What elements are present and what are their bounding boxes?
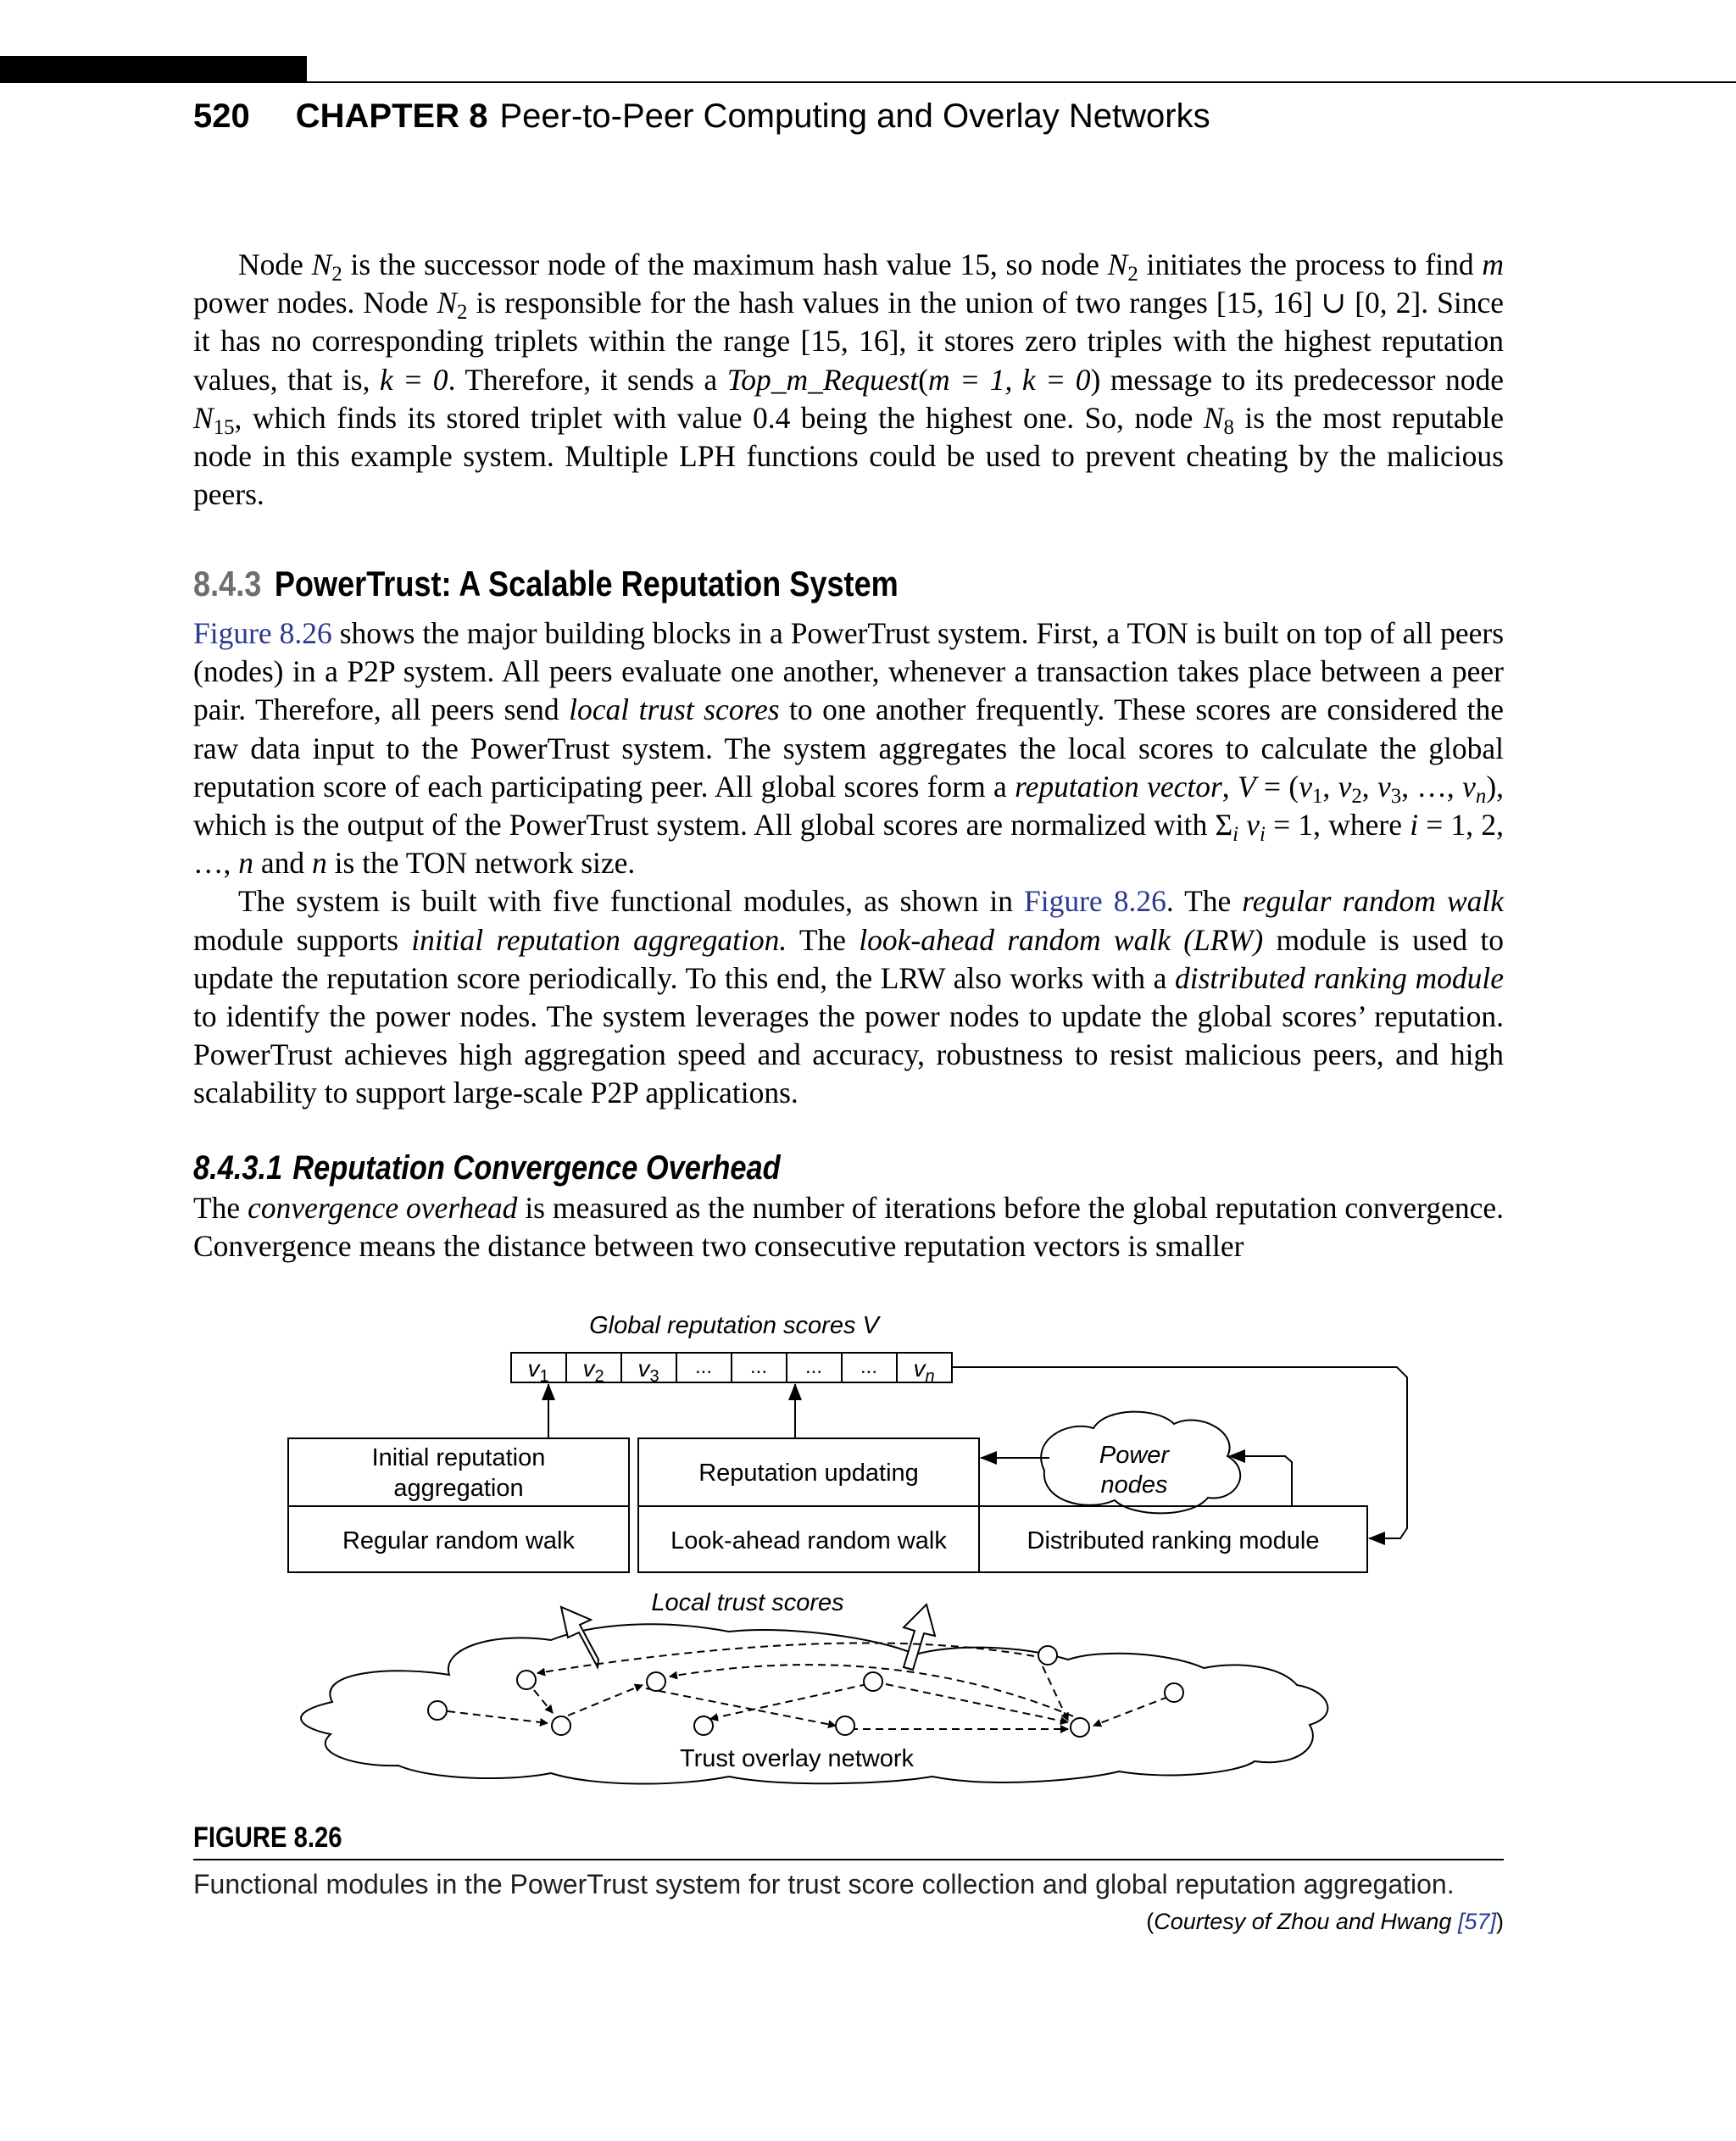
header-black-bar: [0, 56, 307, 83]
paragraph: Figure 8.26 shows the major building blocks in a PowerTrust system. First, a TON is built on top of all peers (nodes) in a P2P system. All peers evaluate one another, whenever a transaction takes place between a peer pair. Therefore, all peers send local trust scores to one another frequently. These scores are considered the raw data input to the PowerTrust system. The system aggregates the local scores to calculate the global reputation score of each participating peer. All global scores form a reputation vector, $V = (v_1$, $v_2$, $v_3$, …, $v_n$), which is the output of the PowerTrust system. All global scores are normalized with $\Sigma_i$ $v_i = 1$, where i = 1, 2, …, n and n is the TON network size.: [193, 616, 1505, 881]
peer-node: [836, 1716, 854, 1735]
header-rule: [307, 81, 1736, 83]
section-title: PowerTrust: A Scalable Reputation System: [274, 564, 899, 603]
subsection-title: Reputation Convergence Overhead: [292, 1149, 781, 1187]
vector-cell-v1: $v_1$: [527, 1355, 549, 1386]
paragraph: The convergence overhead is measured as the number of iterations before the global reputation convergence. Convergence means the distance between two consecutive reputation vectors is smaller: [193, 1191, 1504, 1264]
vector-cell-vn: $v_n$: [913, 1355, 935, 1386]
vector-cell-ellipsis: ...: [694, 1355, 713, 1378]
section-number: 8.4.3: [193, 564, 262, 603]
vector-cell-v3: $v_3$: [637, 1355, 659, 1386]
reputation-updating-label: Reputation updating: [698, 1460, 919, 1487]
arrow-ranking-to-power: [1229, 1456, 1292, 1506]
power-nodes-label: nodes: [1100, 1471, 1168, 1499]
peer-node: [864, 1672, 882, 1691]
peer-node: [647, 1672, 665, 1691]
figure-diagram: [0, 1288, 1736, 1814]
regular-random-walk-label: Regular random walk: [342, 1527, 576, 1554]
figure-credit: (Courtesy of Zhou and Hwang [57]): [1146, 1909, 1504, 1934]
look-ahead-random-walk-label: Look-ahead random walk: [670, 1527, 947, 1554]
section-body: [193, 614, 1504, 1113]
chapter-title: Peer-to-Peer Computing and Overlay Networks: [499, 97, 1210, 135]
peer-node: [428, 1701, 447, 1720]
subsection-number: 8.4.3.1: [193, 1149, 283, 1187]
paragraph-top: [193, 246, 1504, 514]
reference-link[interactable]: [57]: [1457, 1909, 1496, 1934]
section-heading: [193, 561, 899, 607]
page-number: 520: [193, 97, 250, 135]
subsection-heading: [193, 1147, 781, 1189]
vector-cell-ellipsis: ...: [804, 1355, 823, 1378]
peer-node: [1038, 1646, 1057, 1665]
paragraph: The system is built with five functional modules, as shown in Figure 8.26. The regular random walk module supports initial reputation aggregation. The look-ahead random walk (LRW) module is used to update the reputation score periodically. To this end, the LRW also works with a distributed ranking module to identify the power nodes. The system leverages the power nodes to update the global scores’ reputation. PowerTrust achieves high aggregation speed and accuracy, robustness to resist malicious peers, and high scalability to support large-scale P2P applications.: [193, 884, 1505, 1110]
peer-node: [517, 1671, 536, 1689]
figure-link[interactable]: Figure 8.26: [1024, 884, 1166, 919]
subsection-body: [193, 1189, 1504, 1265]
initial-aggregation-label: aggregation: [393, 1475, 524, 1502]
peer-node: [1071, 1718, 1089, 1737]
figure-caption-rule: [193, 1859, 1504, 1860]
power-nodes-label: Power: [1099, 1442, 1170, 1469]
vector-cell-ellipsis: ...: [749, 1355, 768, 1378]
figure-caption: Functional modules in the PowerTrust system for trust score collection and global reputation aggregation.: [193, 1869, 1455, 1899]
peer-node: [1165, 1683, 1183, 1702]
figure-link[interactable]: Figure 8.26: [193, 616, 332, 650]
chapter-label: CHAPTER 8: [295, 97, 488, 135]
vector-cell-v2: $v_2$: [582, 1355, 604, 1386]
peer-node: [694, 1716, 713, 1735]
vector-cell-ellipsis: ...: [860, 1355, 878, 1378]
trust-overlay-label: Trust overlay network: [679, 1745, 915, 1772]
distributed-ranking-label: Distributed ranking module: [1027, 1527, 1320, 1554]
running-head: [193, 95, 1210, 137]
global-scores-label: Global reputation scores V: [589, 1312, 879, 1339]
paragraph: Node $N_2$ is the successor node of the maximum hash value 15, so node $N_2$ initiates the process to find m power nodes. Node $N_2$ is responsible for the hash values in the union of two ranges [15, 16] ∪ [0, 2]. Since it has no corresponding triplets within the range [15, 16], it stores zero triples with the highest reputation values, that is, k = 0. Therefore, it sends a Top_m_Request(m = 1, k = 0) message to its predecessor node $N_{15}$, which finds its stored triplet with value 0.4 being the highest one. So, node $N_8$ is the most reputable node in this example system. Multiple LPH functions could be used to prevent cheating by the malicious peers.: [193, 247, 1504, 512]
figure-label: FIGURE 8.26: [193, 1821, 342, 1854]
peer-node: [552, 1716, 570, 1735]
local-trust-label: Local trust scores: [651, 1589, 844, 1616]
initial-aggregation-label: Initial reputation: [371, 1444, 546, 1471]
reputation-vector: [511, 1353, 952, 1382]
arrow-vector-to-ranking: [952, 1367, 1407, 1538]
